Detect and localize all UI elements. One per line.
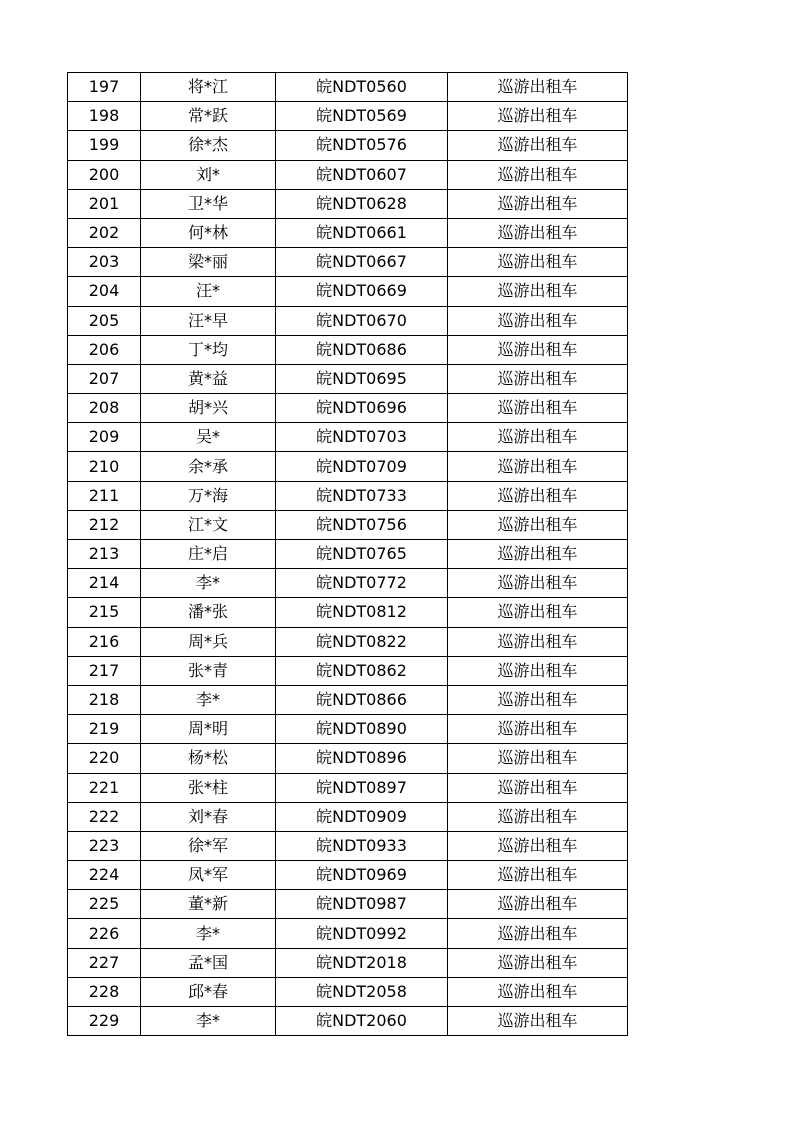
driver-name-cell: 杨*松: [141, 744, 276, 773]
driver-name-cell: 李*: [141, 569, 276, 598]
table-row: [68, 131, 628, 160]
row-number-cell: 213: [68, 540, 141, 569]
table-row: [68, 656, 628, 685]
row-number-cell: 211: [68, 481, 141, 510]
driver-name-cell: 丁*均: [141, 335, 276, 364]
vehicle-type-cell: 巡游出租车: [448, 569, 628, 598]
vehicle-type-cell: 巡游出租车: [448, 540, 628, 569]
table-row: [68, 102, 628, 131]
vehicle-type-cell: 巡游出租车: [448, 685, 628, 714]
driver-name-cell: 李*: [141, 685, 276, 714]
driver-name-cell: 刘*春: [141, 802, 276, 831]
row-number-cell: 202: [68, 218, 141, 247]
vehicle-type-cell: 巡游出租车: [448, 189, 628, 218]
vehicle-type-cell: 巡游出租车: [448, 160, 628, 189]
vehicle-type-cell: 巡游出租车: [448, 481, 628, 510]
plate-number-cell: 皖NDT0890: [276, 715, 448, 744]
row-number-cell: 223: [68, 831, 141, 860]
vehicle-type-cell: 巡游出租车: [448, 364, 628, 393]
row-number-cell: 204: [68, 277, 141, 306]
taxi-registry-table: [67, 72, 628, 1036]
row-number-cell: 226: [68, 919, 141, 948]
driver-name-cell: 徐*军: [141, 831, 276, 860]
plate-number-cell: 皖NDT0686: [276, 335, 448, 364]
row-number-cell: 208: [68, 394, 141, 423]
plate-number-cell: 皖NDT0628: [276, 189, 448, 218]
plate-number-cell: 皖NDT0670: [276, 306, 448, 335]
row-number-cell: 224: [68, 861, 141, 890]
table-row: [68, 335, 628, 364]
row-number-cell: 219: [68, 715, 141, 744]
row-number-cell: 197: [68, 73, 141, 102]
driver-name-cell: 孟*国: [141, 948, 276, 977]
table-row: [68, 685, 628, 714]
plate-number-cell: 皖NDT0896: [276, 744, 448, 773]
vehicle-type-cell: 巡游出租车: [448, 656, 628, 685]
plate-number-cell: 皖NDT0661: [276, 218, 448, 247]
vehicle-type-cell: 巡游出租车: [448, 715, 628, 744]
driver-name-cell: 将*江: [141, 73, 276, 102]
vehicle-type-cell: 巡游出租车: [448, 335, 628, 364]
plate-number-cell: 皖NDT0756: [276, 510, 448, 539]
vehicle-type-cell: 巡游出租车: [448, 510, 628, 539]
driver-name-cell: 张*青: [141, 656, 276, 685]
driver-name-cell: 刘*: [141, 160, 276, 189]
vehicle-type-cell: 巡游出租车: [448, 248, 628, 277]
table-row: [68, 831, 628, 860]
vehicle-type-cell: 巡游出租车: [448, 423, 628, 452]
plate-number-cell: 皖NDT0560: [276, 73, 448, 102]
plate-number-cell: 皖NDT0987: [276, 890, 448, 919]
table-row: [68, 189, 628, 218]
table-row: [68, 715, 628, 744]
driver-name-cell: 凤*军: [141, 861, 276, 890]
plate-number-cell: 皖NDT2058: [276, 977, 448, 1006]
table-row: [68, 627, 628, 656]
driver-name-cell: 张*柱: [141, 773, 276, 802]
driver-name-cell: 周*兵: [141, 627, 276, 656]
plate-number-cell: 皖NDT0862: [276, 656, 448, 685]
row-number-cell: 217: [68, 656, 141, 685]
plate-number-cell: 皖NDT0669: [276, 277, 448, 306]
row-number-cell: 200: [68, 160, 141, 189]
row-number-cell: 215: [68, 598, 141, 627]
plate-number-cell: 皖NDT0822: [276, 627, 448, 656]
table-row: [68, 1007, 628, 1036]
plate-number-cell: 皖NDT0866: [276, 685, 448, 714]
driver-name-cell: 江*文: [141, 510, 276, 539]
table-row: [68, 569, 628, 598]
table-row: [68, 861, 628, 890]
table-row: [68, 73, 628, 102]
driver-name-cell: 吴*: [141, 423, 276, 452]
driver-name-cell: 梁*丽: [141, 248, 276, 277]
vehicle-type-cell: 巡游出租车: [448, 102, 628, 131]
row-number-cell: 199: [68, 131, 141, 160]
table-row: [68, 948, 628, 977]
table-row: [68, 540, 628, 569]
table-row: [68, 394, 628, 423]
plate-number-cell: 皖NDT0772: [276, 569, 448, 598]
vehicle-type-cell: 巡游出租车: [448, 218, 628, 247]
row-number-cell: 201: [68, 189, 141, 218]
vehicle-type-cell: 巡游出租车: [448, 890, 628, 919]
row-number-cell: 221: [68, 773, 141, 802]
vehicle-type-cell: 巡游出租车: [448, 831, 628, 860]
plate-number-cell: 皖NDT0607: [276, 160, 448, 189]
row-number-cell: 218: [68, 685, 141, 714]
row-number-cell: 209: [68, 423, 141, 452]
vehicle-type-cell: 巡游出租车: [448, 773, 628, 802]
vehicle-type-cell: 巡游出租车: [448, 948, 628, 977]
driver-name-cell: 李*: [141, 919, 276, 948]
plate-number-cell: 皖NDT0695: [276, 364, 448, 393]
driver-name-cell: 常*跃: [141, 102, 276, 131]
table-row: [68, 773, 628, 802]
table-row: [68, 277, 628, 306]
vehicle-type-cell: 巡游出租车: [448, 394, 628, 423]
table-body: [68, 73, 628, 1036]
row-number-cell: 198: [68, 102, 141, 131]
vehicle-type-cell: 巡游出租车: [448, 452, 628, 481]
vehicle-type-cell: 巡游出租车: [448, 861, 628, 890]
row-number-cell: 229: [68, 1007, 141, 1036]
row-number-cell: 225: [68, 890, 141, 919]
table-row: [68, 160, 628, 189]
row-number-cell: 227: [68, 948, 141, 977]
row-number-cell: 207: [68, 364, 141, 393]
row-number-cell: 206: [68, 335, 141, 364]
table-row: [68, 248, 628, 277]
plate-number-cell: 皖NDT0969: [276, 861, 448, 890]
vehicle-type-cell: 巡游出租车: [448, 131, 628, 160]
plate-number-cell: 皖NDT0933: [276, 831, 448, 860]
table-row: [68, 598, 628, 627]
table-row: [68, 744, 628, 773]
driver-name-cell: 余*承: [141, 452, 276, 481]
vehicle-type-cell: 巡游出租车: [448, 277, 628, 306]
plate-number-cell: 皖NDT0667: [276, 248, 448, 277]
table-row: [68, 423, 628, 452]
plate-number-cell: 皖NDT0733: [276, 481, 448, 510]
vehicle-type-cell: 巡游出租车: [448, 744, 628, 773]
vehicle-type-cell: 巡游出租车: [448, 598, 628, 627]
row-number-cell: 220: [68, 744, 141, 773]
driver-name-cell: 汪*早: [141, 306, 276, 335]
vehicle-type-cell: 巡游出租车: [448, 627, 628, 656]
plate-number-cell: 皖NDT0812: [276, 598, 448, 627]
table-row: [68, 218, 628, 247]
table-row: [68, 452, 628, 481]
table-row: [68, 977, 628, 1006]
vehicle-type-cell: 巡游出租车: [448, 919, 628, 948]
table-row: [68, 364, 628, 393]
row-number-cell: 212: [68, 510, 141, 539]
vehicle-type-cell: 巡游出租车: [448, 73, 628, 102]
table-row: [68, 510, 628, 539]
plate-number-cell: 皖NDT0897: [276, 773, 448, 802]
driver-name-cell: 周*明: [141, 715, 276, 744]
driver-name-cell: 万*海: [141, 481, 276, 510]
row-number-cell: 216: [68, 627, 141, 656]
plate-number-cell: 皖NDT0696: [276, 394, 448, 423]
table-row: [68, 890, 628, 919]
plate-number-cell: 皖NDT2018: [276, 948, 448, 977]
vehicle-type-cell: 巡游出租车: [448, 1007, 628, 1036]
driver-name-cell: 徐*杰: [141, 131, 276, 160]
vehicle-type-cell: 巡游出租车: [448, 977, 628, 1006]
table-row: [68, 802, 628, 831]
row-number-cell: 214: [68, 569, 141, 598]
row-number-cell: 228: [68, 977, 141, 1006]
driver-name-cell: 胡*兴: [141, 394, 276, 423]
driver-name-cell: 庄*启: [141, 540, 276, 569]
vehicle-type-cell: 巡游出租车: [448, 802, 628, 831]
plate-number-cell: 皖NDT0909: [276, 802, 448, 831]
driver-name-cell: 邱*春: [141, 977, 276, 1006]
row-number-cell: 222: [68, 802, 141, 831]
driver-name-cell: 汪*: [141, 277, 276, 306]
plate-number-cell: 皖NDT0569: [276, 102, 448, 131]
plate-number-cell: 皖NDT0992: [276, 919, 448, 948]
row-number-cell: 205: [68, 306, 141, 335]
table-row: [68, 919, 628, 948]
driver-name-cell: 董*新: [141, 890, 276, 919]
table-row: [68, 306, 628, 335]
driver-name-cell: 潘*张: [141, 598, 276, 627]
row-number-cell: 203: [68, 248, 141, 277]
plate-number-cell: 皖NDT0703: [276, 423, 448, 452]
driver-name-cell: 卫*华: [141, 189, 276, 218]
driver-name-cell: 何*林: [141, 218, 276, 247]
plate-number-cell: 皖NDT0576: [276, 131, 448, 160]
plate-number-cell: 皖NDT0765: [276, 540, 448, 569]
plate-number-cell: 皖NDT0709: [276, 452, 448, 481]
driver-name-cell: 李*: [141, 1007, 276, 1036]
driver-name-cell: 黄*益: [141, 364, 276, 393]
table-row: [68, 481, 628, 510]
plate-number-cell: 皖NDT2060: [276, 1007, 448, 1036]
row-number-cell: 210: [68, 452, 141, 481]
vehicle-type-cell: 巡游出租车: [448, 306, 628, 335]
